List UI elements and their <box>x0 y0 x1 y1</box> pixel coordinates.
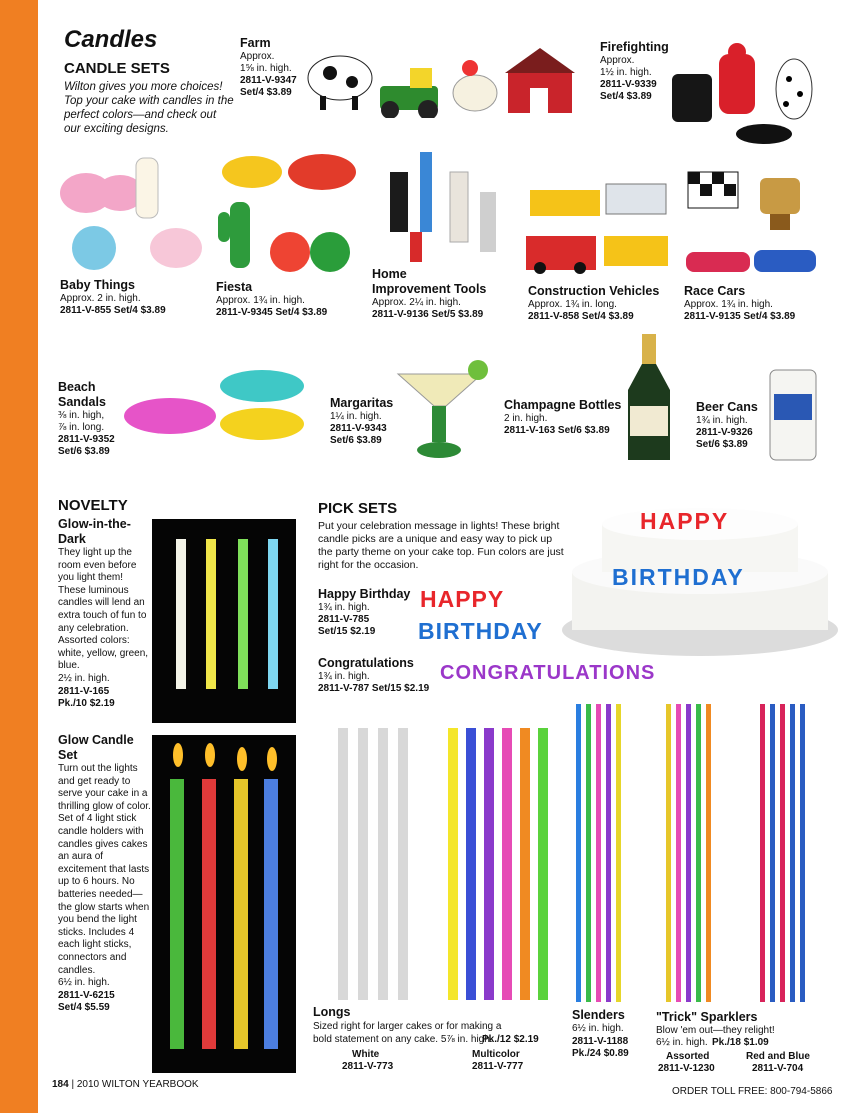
product-name: Happy Birthday <box>318 587 411 601</box>
product-margaritas <box>330 396 393 447</box>
product-description: They light up the room even before you light them! These luminous candles will lend an extra touch of fun to any celebration. Assorted colors: white, yellow, green, blue. <box>58 547 149 672</box>
product-home-improvement <box>372 267 486 321</box>
product-code: 2811-V-9343 <box>330 423 387 434</box>
sparklers-redblue-label: Red and Blue <box>746 1051 810 1062</box>
product-name: "Trick" Sparklers <box>656 1010 758 1024</box>
product-description: Turn out the lights and get ready to serve your cake in a thrilling glow of color. Set of 4 light stick candle holders with candles gives cakes an aura of excitement that lasts up to 6 hours. No batteries needed—the glow starts when you bend the light sticks. Includes 4 each light sticks, connectors and candles. <box>58 763 151 976</box>
product-size: Approx. 1¾ in. long. <box>528 299 617 310</box>
section-candle-sets: CANDLE SETS <box>64 60 170 77</box>
product-name: Congratulations <box>318 656 414 670</box>
product-code: 2811-V-163 Set/6 $3.89 <box>504 425 610 436</box>
intro-text: Wilton gives you more choices! Top your cake with candles in the perfect colors—and check out our exciting designs. <box>64 81 234 135</box>
longs-multi-code: 2811-V-777 <box>472 1061 524 1072</box>
product-price: Set/6 $3.89 <box>696 439 748 450</box>
product-code: 2811-V-9326 <box>696 427 753 438</box>
baby-things-candles-image <box>56 148 208 274</box>
product-name: Glow-in-the-Dark <box>58 517 131 546</box>
product-price: Set/6 $3.89 <box>330 435 382 446</box>
product-price: Pk./24 $0.89 <box>572 1048 629 1060</box>
footer-left: 184 | 2010 WILTON YEARBOOK <box>52 1079 199 1090</box>
product-slenders <box>572 1008 629 1061</box>
product-size: 1¾ in. high. <box>318 671 370 682</box>
trick-sparklers-image <box>664 704 812 1004</box>
slenders-candles-image <box>574 704 630 1004</box>
product-name: Farm <box>240 36 271 50</box>
product-beach-sandals <box>58 380 115 458</box>
product-longs <box>313 1005 351 1020</box>
sparklers-size: 6½ in. high. <box>656 1037 708 1048</box>
product-baby-things <box>60 278 166 317</box>
product-race-cars <box>684 284 795 323</box>
product-size: 1⅝ in. high. <box>240 63 292 74</box>
race-cars-candles-image <box>684 164 820 282</box>
sparklers-assorted-code: 2811-V-1230 <box>658 1063 715 1074</box>
product-farm <box>240 36 297 99</box>
product-happy-birthday-picks <box>318 587 410 638</box>
product-size: 1¾ in. high. <box>318 602 370 613</box>
product-name: Champagne Bottles <box>504 398 622 412</box>
product-name: Glow Candle Set <box>58 733 134 762</box>
product-name: Beer Cans <box>696 400 758 414</box>
section-novelty: NOVELTY <box>58 497 128 514</box>
product-size: Approx. 2¼ in. high. <box>372 297 461 308</box>
product-name: Construction Vehicles <box>528 284 660 298</box>
product-code: 2811-V-858 Set/4 $3.89 <box>528 311 634 322</box>
product-size: 1¾ in. high. <box>696 415 748 426</box>
product-description: Blow 'em out—they relight! <box>656 1025 775 1036</box>
product-congratulations-picks <box>318 656 429 695</box>
congratulations-picks-image: CONGRATULATIONS <box>440 662 656 684</box>
product-name-line2: Sandals <box>58 395 106 409</box>
product-code: 2811-V-9347 <box>240 75 297 86</box>
section-pick-sets: PICK SETS <box>318 500 398 517</box>
product-code: 2811-V-855 Set/4 $3.89 <box>60 305 166 316</box>
pick-sets-description: Put your celebration message in lights! These bright candle picks are a unique and easy way to pick up the party theme on your cake top. Fun colors are just right for the occasion. <box>318 520 564 571</box>
happy-picks-image-line2: BIRTHDAY <box>418 618 543 644</box>
longs-candles-image <box>332 724 560 1004</box>
longs-multi-label: Multicolor <box>472 1049 520 1060</box>
product-name: Baby Things <box>60 278 136 292</box>
construction-vehicles-candles-image <box>520 160 672 276</box>
product-size: 2½ in. high. <box>58 672 110 684</box>
product-code: 2811-V-9135 Set/4 $3.89 <box>684 311 796 322</box>
product-code: 2811-V-9339 <box>600 79 657 90</box>
product-code: 2811-V-6215 <box>58 989 115 1001</box>
farm-candles-image <box>300 38 585 118</box>
product-price: Set/15 $2.19 <box>318 626 376 637</box>
margarita-candle-image <box>394 356 494 462</box>
product-price: Set/4 $5.59 <box>58 1002 110 1014</box>
product-price: Set/4 $3.89 <box>240 87 292 98</box>
product-firefighting <box>600 40 669 103</box>
firefighting-candles-image <box>664 34 824 146</box>
product-glow-in-dark <box>58 517 152 711</box>
publication-name: 2010 WILTON YEARBOOK <box>76 1079 199 1090</box>
product-size: Approx. <box>240 51 275 62</box>
fiesta-candles-image <box>212 142 362 280</box>
glow-in-dark-candles-image <box>152 519 296 723</box>
product-name: Slenders <box>572 1008 625 1022</box>
product-size: 6½ in. high. <box>572 1023 624 1034</box>
product-name: Longs <box>313 1005 351 1019</box>
product-size: Approx. <box>600 55 635 66</box>
product-name: Margaritas <box>330 396 394 410</box>
product-code: 2811-V-787 Set/15 $2.19 <box>318 683 430 694</box>
sparklers-pack-price: Pk./18 $1.09 <box>712 1037 769 1048</box>
product-code: 2811-V-9352 <box>58 434 115 445</box>
product-name: Beach <box>58 380 96 394</box>
longs-white-label: White <box>352 1049 380 1060</box>
page-number: 184 <box>52 1079 69 1090</box>
product-code: 2811-V-9136 Set/5 $3.89 <box>372 309 484 320</box>
product-glow-candle-set <box>58 733 152 1015</box>
cake-picks-line1: HAPPY <box>640 508 730 534</box>
product-price: Set/6 $3.89 <box>58 446 110 457</box>
product-name: Firefighting <box>600 40 669 54</box>
footer-order-phone: ORDER TOLL FREE: 800-794-5866 <box>672 1086 833 1097</box>
product-name: Race Cars <box>684 284 746 298</box>
sparklers-redblue-code: 2811-V-704 <box>752 1063 804 1074</box>
product-size: 1½ in. high. <box>600 67 652 78</box>
product-construction <box>528 284 659 323</box>
glow-candle-set-image <box>152 735 296 1073</box>
home-improvement-candles-image <box>380 142 512 270</box>
product-code: 2811-V-9345 Set/4 $3.89 <box>216 307 328 318</box>
happy-picks-image-line1: HAPPY <box>420 586 505 612</box>
product-trick-sparklers <box>656 1010 775 1038</box>
product-size: ⅞ in. long. <box>58 422 105 433</box>
product-price: Pk./10 $2.19 <box>58 698 115 710</box>
product-size: Approx. 2 in. high. <box>60 293 141 304</box>
longs-description: Sized right for larger cakes or for making a bold statement on any cake. 5⅞ in. high. <box>313 1021 502 1045</box>
product-fiesta <box>216 280 327 319</box>
product-size: Approx. 1¾ in. high. <box>216 295 305 306</box>
beach-sandals-candles-image <box>122 364 306 450</box>
product-champagne <box>504 398 621 437</box>
product-name: Home <box>372 267 407 281</box>
product-size: 6½ in. high. <box>58 977 110 989</box>
product-name-line2: Improvement Tools <box>372 282 487 296</box>
longs-white-code: 2811-V-773 <box>342 1061 394 1072</box>
beer-can-candle-image <box>766 364 820 464</box>
longs-pack-price: Pk./12 $2.19 <box>482 1034 539 1045</box>
page-edge-stripe <box>0 0 38 1113</box>
product-code: 2811-V-785 <box>318 614 370 625</box>
product-size: Approx. 1¾ in. high. <box>684 299 773 310</box>
product-price: Set/4 $3.89 <box>600 91 652 102</box>
product-size: ⅜ in. high, <box>58 410 105 421</box>
product-size: 1¼ in. high. <box>330 411 382 422</box>
product-code: 2811-V-165 <box>58 685 110 697</box>
cake-picks-line2: BIRTHDAY <box>612 564 745 590</box>
sparklers-assorted-label: Assorted <box>666 1051 710 1062</box>
product-name: Fiesta <box>216 280 253 294</box>
product-beer-cans <box>696 400 758 451</box>
page-title: Candles <box>64 26 158 53</box>
champagne-bottle-candle-image <box>624 330 674 466</box>
product-code: 2811-V-1188 <box>572 1035 629 1047</box>
product-size: 2 in. high. <box>504 413 548 424</box>
